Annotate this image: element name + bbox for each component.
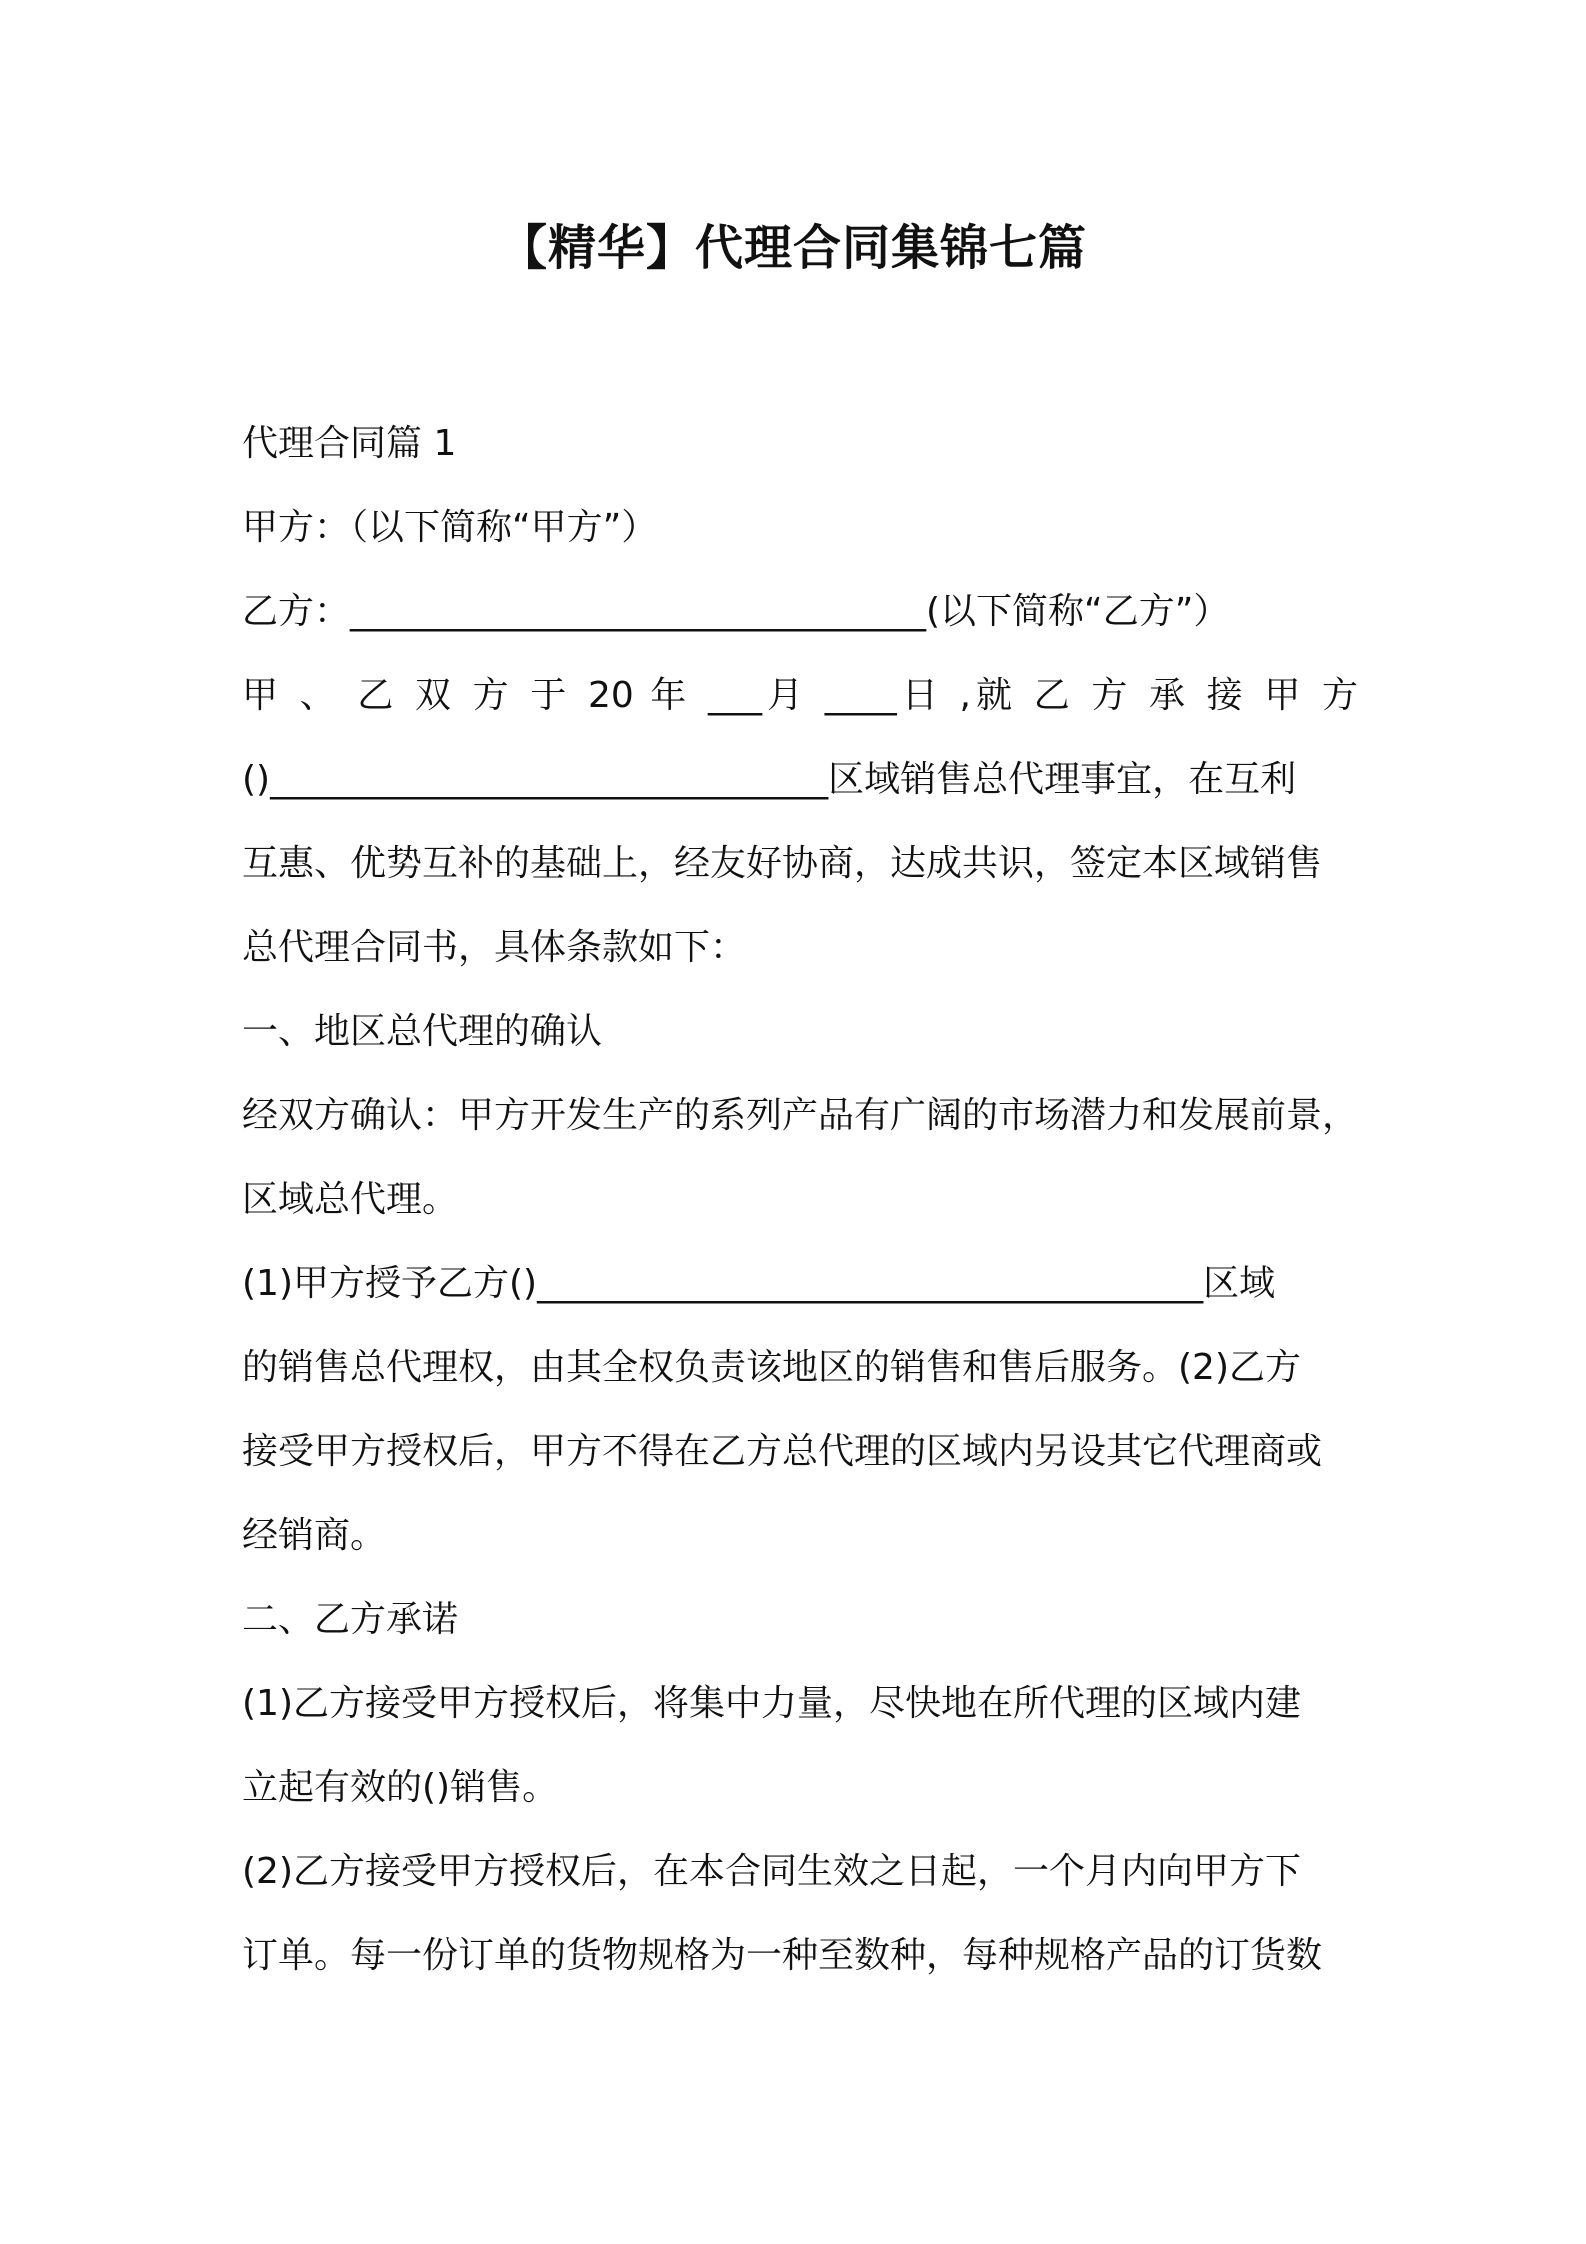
party-b-line: 乙方：________________________________(以下简称“乙方”） bbox=[242, 591, 1230, 632]
section-heading-confirmation: 一、地区总代理的确认 bbox=[242, 1011, 603, 1052]
document-title: 【精华】代理合同集锦七篇 bbox=[498, 220, 1087, 276]
party-a-line: 甲方：（以下简称“甲方”） bbox=[242, 507, 658, 548]
section-heading-contract-1: 代理合同篇 1 bbox=[242, 423, 457, 464]
paragraph-line: 经双方确认：甲方开发生产的系列产品有广阔的市场潜力和发展前景， bbox=[242, 1095, 1359, 1136]
paragraph-line: 的销售总代理权，由其全权负责该地区的销售和售后服务。(2)乙方 bbox=[242, 1347, 1301, 1388]
document-body bbox=[242, 402, 1358, 1998]
paragraph-line: (1)甲方授予乙方()_____________________________________区域 bbox=[242, 1263, 1276, 1304]
paragraph-line: 接受甲方授权后，甲方不得在乙方总代理的区域内另设其它代理商或 bbox=[242, 1431, 1323, 1472]
paragraph-line: 互惠、优势互补的基础上，经友好协商，达成共识，签定本区域销售 bbox=[242, 843, 1323, 884]
paragraph-line: (2)乙方接受甲方授权后，在本合同生效之日起，一个月内向甲方下 bbox=[242, 1851, 1301, 1892]
paragraph-line: ()_______________________________区域销售总代理事宜，在互利 bbox=[242, 759, 1297, 800]
paragraph-line: 经销商。 bbox=[242, 1515, 387, 1556]
paragraph-line: 总代理合同书，具体条款如下： bbox=[242, 927, 747, 968]
section-heading-party-b-commitment: 二、乙方承诺 bbox=[242, 1599, 459, 1640]
paragraph-line: (1)乙方接受甲方授权后，将集中力量，尽快地在所代理的区域内建 bbox=[242, 1683, 1301, 1724]
paragraph-line: 甲 、 乙 双 方 于 20 年 ___月 ____日 ,就 乙 方 承 接 甲 方 bbox=[242, 675, 1358, 716]
paragraph-line: 区域总代理。 bbox=[242, 1179, 459, 1220]
paragraph-line: 立起有效的()销售。 bbox=[242, 1767, 559, 1808]
paragraph-line: 订单。每一份订单的货物规格为一种至数种，每种规格产品的订货数 bbox=[242, 1935, 1323, 1976]
